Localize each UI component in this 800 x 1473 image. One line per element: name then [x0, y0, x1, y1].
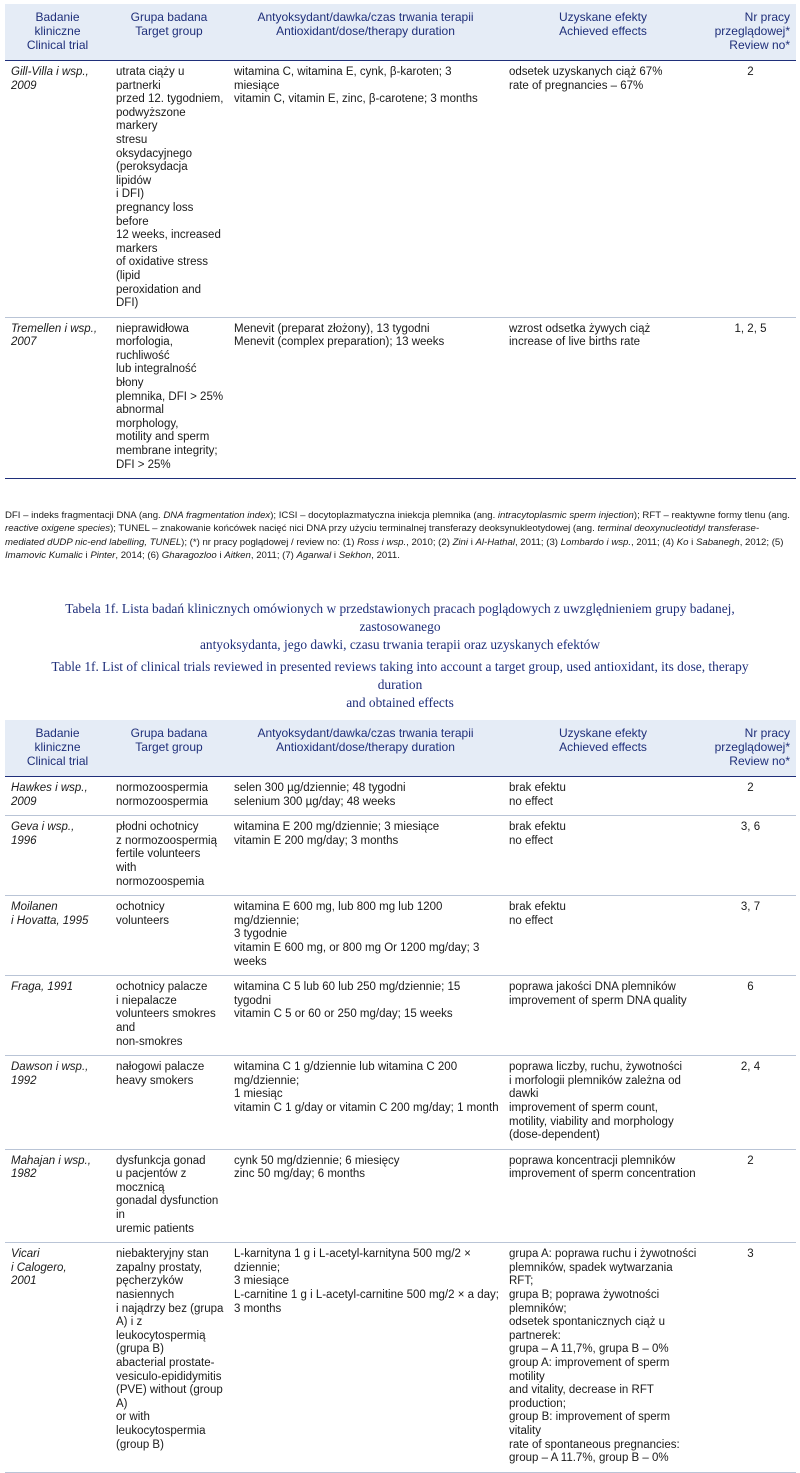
- cell-line: z normozoospermią: [116, 834, 217, 847]
- footnote-text: ); TUNEL – znakowanie końcówek nacięć nici DNA przy użyciu terminalnej transferazy deoksynukleotydowej (ang.: [110, 523, 598, 535]
- cell-line: motility, viability and morphology: [509, 1115, 674, 1128]
- cell-line: 1 miesiąc: [234, 1088, 283, 1101]
- cell-antioxidant: [228, 1056, 503, 1150]
- cell-line: utrata ciąży u partnerki: [116, 66, 188, 92]
- cell-line: rate of pregnancies – 67%: [509, 79, 644, 92]
- cell-line: nałogowi palacze: [116, 1061, 205, 1074]
- cell-effects: [503, 1149, 703, 1243]
- cell-line: witamina C, witamina E, cynk, β-karoten; 3 miesiące: [234, 66, 455, 92]
- cell-line: witamina C 5 lub 60 lub 250 mg/dziennie; 15 tygodni: [234, 981, 464, 1007]
- cell-line: ochotnicy: [116, 901, 165, 914]
- cell-author: [5, 816, 110, 896]
- footnote-text: Pinter: [90, 549, 116, 561]
- cell-line: Vicari: [11, 1248, 40, 1261]
- cell-line: Tremellen i wsp.,: [11, 322, 98, 335]
- cell-line: 6: [747, 981, 754, 994]
- header-effects: [503, 720, 703, 777]
- table-row: [5, 61, 796, 318]
- header-text: kliniczne: [34, 740, 81, 755]
- cell-review: [703, 1243, 796, 1473]
- cell-effects: [503, 61, 703, 318]
- footnote-text: Zini: [452, 536, 469, 548]
- cell-line: group B: improvement of sperm vitality: [509, 1411, 674, 1437]
- cell-line: improvement of sperm count,: [509, 1101, 658, 1114]
- cell-antioxidant: [228, 61, 503, 318]
- cell-effects: [503, 816, 703, 896]
- header-text: przeglądowej*: [714, 740, 790, 755]
- cell-line: 2001: [11, 1275, 37, 1288]
- cell-line: poprawa jakości DNA plemników: [509, 981, 676, 994]
- cell-line: podwyższone markery: [116, 106, 189, 133]
- caption-line: Table 1f. List of clinical trials reviewed in presented reviews taking into account a target group, used antioxidant, its dose, therapy duration: [51, 659, 752, 693]
- cell-line: plemników, spadek wytwarzania RFT;: [509, 1261, 676, 1288]
- cell-line: (peroksydacja lipidów: [116, 161, 191, 187]
- header-trial: [5, 4, 110, 61]
- header-text: Antyoksydant/dawka/czas trwania terapii: [257, 726, 474, 741]
- cell-line: 2009: [11, 79, 37, 92]
- header-effects: [503, 4, 703, 61]
- cell-line: fertile volunteers with: [116, 848, 204, 874]
- cell-line: L-karnityna 1 g i L-acetyl-karnityna 500 mg/2 × dziennie;: [234, 1248, 475, 1274]
- cell-group: [110, 976, 228, 1056]
- caption-line: antyoksydanta, jego dawki, czasu trwania terapii oraz uzyskanych efektów: [199, 637, 601, 653]
- cell-line: normozoospermia: [116, 782, 209, 795]
- cell-line: niebakteryjny stan: [116, 1248, 209, 1261]
- footnote-text: Aitken: [224, 549, 251, 561]
- table-row: [5, 976, 796, 1056]
- cell-line: pęcherzyków nasiennych: [116, 1275, 187, 1302]
- table-top-body: [5, 61, 796, 479]
- table-top: [5, 4, 796, 479]
- cell-antioxidant: [228, 816, 503, 896]
- cell-line: improvement of sperm DNA quality: [509, 994, 687, 1007]
- cell-line: Moilanen: [11, 901, 58, 914]
- header-group: [110, 4, 228, 61]
- cell-line: plemnika, DFI > 25%: [116, 390, 224, 403]
- cell-line: normozoospemia: [116, 875, 205, 888]
- footnote-text: Lombardo i wsp.: [560, 536, 632, 548]
- cell-line: witamina E 600 mg, lub 800 mg lub 1200 mg/dziennie;: [234, 901, 446, 927]
- cell-line: witamina E 200 mg/dziennie; 3 miesiące: [234, 821, 440, 834]
- cell-line: selenium 300 µg/day; 48 weeks: [234, 795, 396, 808]
- cell-effects: [503, 317, 703, 479]
- cell-line: grupa A: poprawa ruchu i żywotności: [509, 1248, 697, 1261]
- cell-line: zinc 50 mg/day; 6 months: [234, 1168, 366, 1181]
- cell-review: [703, 896, 796, 976]
- cell-line: 3 months: [234, 1302, 282, 1315]
- footnote-text: Sekhon: [338, 549, 372, 561]
- cell-line: 2: [747, 66, 754, 78]
- table-row: [5, 1149, 796, 1243]
- cell-line: membrane integrity;: [116, 445, 218, 458]
- footnote-text: Sabanegh: [695, 536, 740, 548]
- cell-line: volunteers smokres and: [116, 1008, 219, 1034]
- cell-line: (group B): [116, 1438, 164, 1451]
- cell-line: 3 tygodnie: [234, 928, 288, 941]
- cell-line: płodni ochotnicy: [116, 821, 199, 834]
- cell-group: [110, 777, 228, 816]
- cell-line: group A: improvement of sperm motility: [509, 1357, 673, 1383]
- cell-group: [110, 317, 228, 479]
- table-caption-en: [30, 658, 770, 712]
- cell-line: abacterial prostate-: [116, 1357, 215, 1369]
- cell-line: Menevit (preparat złożony), 13 tygodni: [234, 322, 430, 335]
- footnote-text: terminal deoxynucleotidyl transferase-mediated dUDP nic-end labelling, TUNEL: [5, 523, 760, 548]
- cell-line: increase of live births rate: [509, 336, 641, 349]
- cell-line: grupa – A 11,7%, grupa B – 0%: [509, 1343, 669, 1356]
- footnote-text: Imamovic Kumalic: [5, 549, 83, 561]
- cell-line: Gill-Villa i wsp.,: [11, 66, 89, 78]
- cell-line: L-carnitine 1 g i L-acetyl-carnitine 500 mg/2 × a day;: [234, 1289, 499, 1302]
- footnote-text: , 2010; (2): [406, 536, 453, 548]
- cell-line: (dose-dependent): [509, 1129, 600, 1142]
- header-review: [703, 720, 796, 777]
- cell-line: przed 12. tygodniem,: [116, 93, 224, 106]
- cell-line: motility and sperm: [116, 431, 210, 444]
- cell-line: zapalny prostaty,: [116, 1261, 203, 1274]
- cell-line: 2: [747, 782, 754, 795]
- header-text: Review no*: [729, 754, 790, 769]
- cell-line: 2, 4: [740, 1061, 761, 1074]
- header-text: Review no*: [729, 38, 790, 52]
- cell-line: Menevit (complex preparation); 13 weeks: [234, 336, 445, 349]
- cell-antioxidant: [228, 1149, 503, 1243]
- footnote-text: Gharagozloo: [161, 549, 217, 561]
- cell-line: vitamin C, vitamin E, zinc, β-carotene; 3 months: [234, 93, 478, 106]
- cell-line: non-smokres: [116, 1035, 183, 1048]
- cell-line: (grupa B): [116, 1343, 164, 1356]
- footnote-text: , 2011; (7): [250, 549, 297, 561]
- table-header-row: [5, 4, 796, 61]
- cell-line: improvement of sperm concentration: [509, 1168, 696, 1181]
- cell-line: wzrost odsetka żywych ciąż: [509, 322, 651, 335]
- cell-line: u pacjentów z mocznicą: [116, 1168, 190, 1194]
- table-row: [5, 777, 796, 816]
- cell-review: [703, 61, 796, 318]
- cell-line: witamina C 1 g/dziennie lub witamina C 200 mg/dziennie;: [234, 1061, 461, 1087]
- header-antioxidant: [228, 4, 503, 61]
- header-text: Uzyskane efekty: [558, 726, 648, 741]
- cell-line: no effect: [509, 914, 553, 927]
- footnote-text: Agarwal: [296, 549, 332, 561]
- cell-review: [703, 1149, 796, 1243]
- cell-line: of oxidative stress (lipid: [116, 256, 212, 282]
- cell-author: [5, 1149, 110, 1243]
- cell-line: selen 300 µg/dziennie; 48 tygodni: [234, 782, 406, 795]
- footnote-text: ); RFT – reaktywne formy tlenu (ang.: [633, 510, 790, 522]
- cell-effects: [503, 976, 703, 1056]
- cell-line: cynk 50 mg/dziennie; 6 miesięcy: [234, 1154, 400, 1167]
- cell-line: 3: [747, 1248, 754, 1261]
- cell-line: grupa B; poprawa żywotności plemników;: [509, 1289, 663, 1315]
- cell-line: group – A 11.7%, group B – 0%: [509, 1452, 669, 1465]
- cell-review: [703, 317, 796, 479]
- cell-group: [110, 1149, 228, 1243]
- header-text: Achieved effects: [559, 740, 647, 755]
- table-header-row: [5, 720, 796, 777]
- cell-line: (PVE) without (group A): [116, 1384, 226, 1410]
- cell-line: vitamin E 200 mg/day; 3 months: [234, 834, 399, 847]
- cell-line: vesiculo-epididymitis: [116, 1370, 222, 1383]
- footnote-text: intracytoplasmic sperm injection: [497, 510, 634, 522]
- cell-line: Dawson i wsp.,: [11, 1061, 89, 1074]
- header-text: Antyoksydant/dawka/czas trwania terapii: [257, 10, 474, 24]
- cell-group: [110, 1243, 228, 1473]
- header-text: Target group: [135, 740, 203, 755]
- cell-line: 2009: [11, 795, 37, 808]
- footnote-text: i: [82, 549, 91, 561]
- cell-line: ochotnicy palacze: [116, 981, 208, 994]
- header-text: Clinical trial: [26, 754, 89, 769]
- cell-line: Geva i wsp.,: [11, 821, 75, 834]
- header-text: Clinical trial: [26, 38, 89, 52]
- cell-line: and vitality, decrease in RFT production;: [509, 1384, 657, 1410]
- cell-line: Mahajan i wsp.,: [11, 1154, 91, 1167]
- cell-group: [110, 896, 228, 976]
- cell-line: 1996: [11, 834, 37, 847]
- cell-effects: [503, 1243, 703, 1473]
- cell-line: brak efektu: [509, 821, 566, 834]
- cell-line: 1992: [11, 1074, 37, 1087]
- header-text: Achieved effects: [559, 24, 647, 38]
- cell-author: [5, 976, 110, 1056]
- cell-author: [5, 896, 110, 976]
- cell-line: nieprawidłowa: [116, 322, 189, 335]
- footnote-text: ); (*) nr pracy poglądowej / review no: (1): [181, 536, 358, 548]
- table-row: [5, 1056, 796, 1150]
- cell-author: [5, 317, 110, 479]
- header-text: Antioxidant/dose/therapy duration: [276, 24, 455, 38]
- cell-line: odsetek spontanicznych ciąż u partnerek:: [509, 1316, 669, 1342]
- cell-author: [5, 777, 110, 816]
- cell-line: 3, 7: [740, 901, 761, 914]
- cell-antioxidant: [228, 317, 503, 479]
- footnote-text: , 2011; (3): [514, 536, 561, 548]
- caption-line: and obtained effects: [346, 695, 454, 711]
- cell-line: i morfologii plemników zależna od dawki: [509, 1074, 685, 1101]
- cell-line: brak efektu: [509, 782, 566, 795]
- header-text: Grupa badana: [130, 10, 208, 24]
- cell-line: Hawkes i wsp.,: [11, 782, 88, 795]
- table-1f-body: [5, 777, 796, 1473]
- footnote-text: , 2012; (5): [739, 536, 784, 548]
- header-text: Badanie: [35, 726, 80, 741]
- cell-line: 3 miesiące: [234, 1275, 289, 1288]
- footnote-text: i: [331, 549, 339, 561]
- cell-line: peroxidation and DFI): [116, 283, 205, 310]
- cell-line: 12 weeks, increased markers: [116, 229, 225, 255]
- header-text: przeglądowej*: [714, 24, 790, 38]
- cell-line: 2007: [11, 336, 37, 349]
- cell-antioxidant: [228, 896, 503, 976]
- table-row: [5, 1243, 796, 1473]
- cell-line: dysfunkcja gonad: [116, 1154, 206, 1167]
- cell-line: pregnancy loss before: [116, 201, 197, 228]
- cell-line: odsetek uzyskanych ciąż 67%: [509, 66, 663, 78]
- cell-line: heavy smokers: [116, 1074, 194, 1087]
- footnote-text: i: [468, 536, 476, 548]
- header-text: Antioxidant/dose/therapy duration: [276, 740, 455, 755]
- cell-review: [703, 976, 796, 1056]
- cell-effects: [503, 1056, 703, 1150]
- header-text: Nr pracy: [744, 726, 790, 741]
- table-row: [5, 896, 796, 976]
- footnote-text: reactive oxigene species: [5, 523, 111, 535]
- cell-effects: [503, 777, 703, 816]
- header-text: Grupa badana: [130, 726, 208, 741]
- header-review: [703, 4, 796, 61]
- cell-line: poprawa liczby, ruchu, żywotności: [509, 1061, 682, 1074]
- cell-line: rate of spontaneous pregnancies:: [509, 1438, 680, 1451]
- cell-group: [110, 816, 228, 896]
- cell-line: gonadal dysfunction in: [116, 1195, 222, 1222]
- cell-review: [703, 1056, 796, 1150]
- cell-line: i DFI): [116, 188, 145, 201]
- cell-line: vitamin C 1 g/day or vitamin C 200 mg/day; 1 month: [234, 1101, 499, 1114]
- table-caption-pl: [30, 600, 770, 654]
- footnote-text: Ross i wsp.: [357, 536, 407, 548]
- cell-line: normozoospermia: [116, 795, 209, 808]
- cell-line: A) i z leukocytospermią: [116, 1316, 206, 1342]
- cell-line: or with leukocytospermia: [116, 1411, 206, 1437]
- header-text: kliniczne: [34, 24, 81, 38]
- cell-line: 1982: [11, 1168, 37, 1181]
- footnote-text: ); ICSI – docytoplazmatyczna iniekcja plemnika (ang.: [270, 510, 498, 522]
- cell-line: no effect: [509, 834, 553, 847]
- cell-group: [110, 61, 228, 318]
- footnote-text: Ko: [676, 536, 689, 548]
- cell-line: uremic patients: [116, 1222, 194, 1235]
- footnote-text: , 2014; (6): [115, 549, 162, 561]
- cell-line: morfologia, ruchliwość: [116, 336, 177, 362]
- cell-antioxidant: [228, 777, 503, 816]
- header-text: Target group: [135, 24, 203, 38]
- cell-line: Fraga, 1991: [11, 981, 74, 994]
- footnote-text: DFI – indeks fragmentacji DNA (ang.: [5, 510, 164, 522]
- cell-line: stresu oksydacyjnego: [116, 133, 193, 160]
- cell-line: vitamin C 5 or 60 or 250 mg/day; 15 weeks: [234, 1008, 453, 1021]
- cell-review: [703, 777, 796, 816]
- table-1f: [5, 720, 796, 1473]
- footnote-text: i: [688, 536, 696, 548]
- footnote-text: , 2011.: [371, 549, 400, 561]
- cell-line: abnormal morphology,: [116, 404, 179, 430]
- cell-line: i niepalacze: [116, 994, 177, 1007]
- cell-line: lub integralność błony: [116, 363, 200, 390]
- cell-group: [110, 1056, 228, 1150]
- footnote-text: DNA fragmentation index: [163, 510, 271, 522]
- header-trial: [5, 720, 110, 777]
- cell-line: 1, 2, 5: [734, 322, 767, 335]
- cell-author: [5, 1056, 110, 1150]
- cell-line: 2: [747, 1154, 754, 1167]
- cell-line: i Hovatta, 1995: [11, 914, 89, 927]
- cell-antioxidant: [228, 976, 503, 1056]
- header-antioxidant: [228, 720, 503, 777]
- cell-author: [5, 61, 110, 318]
- cell-line: i najądrzy bez (grupa: [116, 1302, 224, 1315]
- table-row: [5, 317, 796, 479]
- table-row: [5, 816, 796, 896]
- footnote-text: , 2011; (4): [631, 536, 677, 548]
- cell-line: vitamin E 600 mg, or 800 mg Or 1200 mg/day; 3 weeks: [234, 941, 483, 968]
- cell-line: DFI > 25%: [116, 458, 171, 471]
- cell-effects: [503, 896, 703, 976]
- cell-line: i Calogero,: [11, 1261, 67, 1274]
- header-text: Nr pracy: [744, 10, 790, 24]
- header-text: Uzyskane efekty: [558, 10, 648, 24]
- caption-line: Tabela 1f. Lista badań klinicznych omówionych w przedstawionych pracach poglądowych z uwzględnieniem grupy badanej, zastosowanego: [65, 601, 739, 635]
- cell-review: [703, 816, 796, 896]
- cell-line: 3, 6: [740, 821, 761, 834]
- cell-line: no effect: [509, 795, 553, 808]
- cell-line: volunteers: [116, 914, 170, 927]
- header-text: Badanie: [35, 10, 80, 24]
- cell-line: poprawa koncentracji plemników: [509, 1154, 676, 1167]
- cell-author: [5, 1243, 110, 1473]
- footnote-text: Al-Hathal: [475, 536, 515, 548]
- cell-line: brak efektu: [509, 901, 566, 914]
- footnote-text: i: [216, 549, 225, 561]
- table-footnote: [5, 509, 794, 562]
- cell-antioxidant: [228, 1243, 503, 1473]
- header-group: [110, 720, 228, 777]
